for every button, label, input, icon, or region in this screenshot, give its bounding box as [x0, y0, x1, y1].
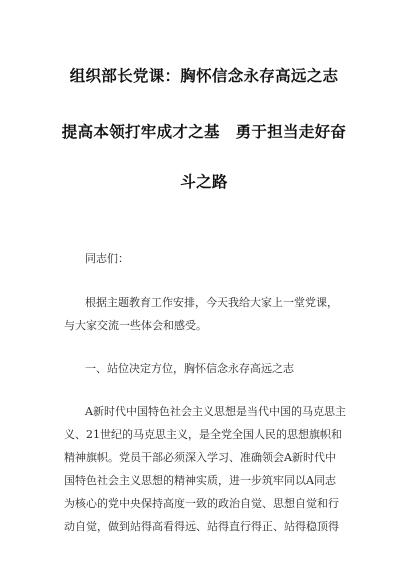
- document-title-line-3: 斗之路: [180, 173, 228, 191]
- body-line-5: 为核心的党中央保持高度一致的政治自觉、思想自觉和行: [64, 497, 339, 510]
- intro-line-1: 根据主题教育工作安排，今天我给大家上一堂党课，: [85, 296, 338, 309]
- body-line-1: A新时代中国特色社会主义思想是当代中国的马克思主: [85, 405, 346, 418]
- salutation: 同志们：: [85, 252, 129, 265]
- document-title-line-1: 组织部长党课：胸怀信念永存高远之志: [69, 67, 339, 85]
- intro-line-2: 与大家交流一些体会和感受。: [64, 319, 207, 332]
- document-title-line-2: 提高本领打牢成才之基 勇于担当走好奋: [61, 123, 347, 141]
- section-heading: 一、站位决定方位，胸怀信念永存高远之志: [85, 362, 294, 375]
- body-line-3: 精神旗帜。党员干部必须深入学习、准确领会A新时代中: [64, 451, 336, 464]
- body-line-4: 国特色社会主义思想的精神实质，进一步筑牢同以A同志: [64, 474, 336, 487]
- body-line-2: 义、21世纪的马克思主义，是全党全国人民的思想旗帜和: [64, 428, 342, 441]
- body-line-6: 动自觉，做到站得高看得远、站得直行得正、站得稳顶得: [64, 520, 339, 533]
